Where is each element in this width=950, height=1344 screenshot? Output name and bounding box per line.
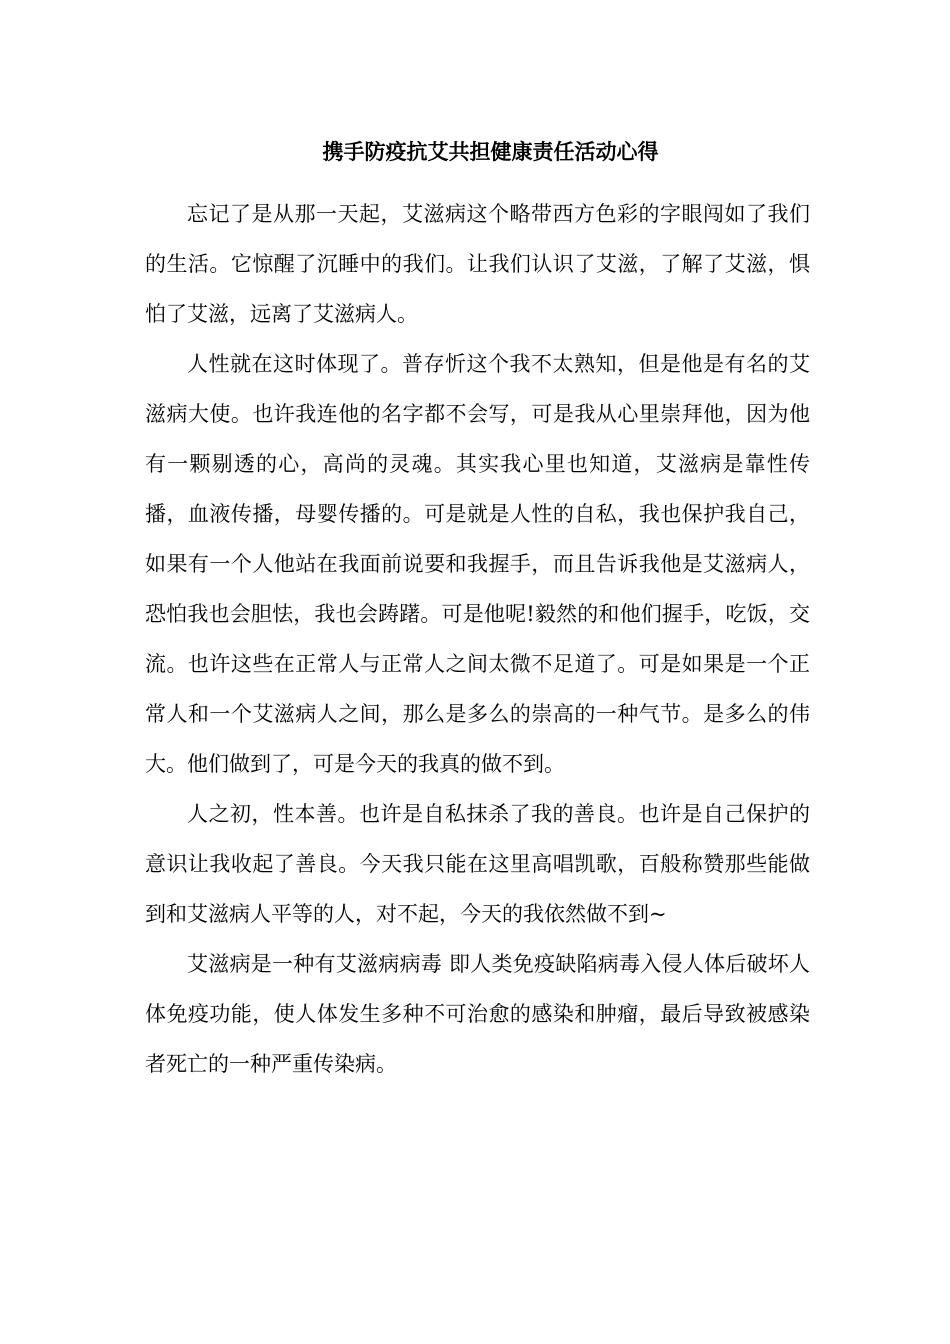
paragraph-1: 忘记了是从那一天起，艾滋病这个略带西方色彩的字眼闯如了我们的生活。它惊醒了沉睡中的我们。让我们认识了艾滋，了解了艾滋，惧怕了艾滋，远离了艾滋病人。: [145, 202, 810, 326]
paragraph-4: 艾滋病是一种有艾滋病病毒 即人类免疫缺陷病毒入侵人体后破坏人体免疫功能，使人体发生多种不可治愈的感染和肿瘤，最后导致被感染者死亡的一种严重传染病。: [145, 952, 810, 1076]
paragraph-3: 人之初，性本善。也许是自私抹杀了我的善良。也许是自己保护的意识让我收起了善良。今天我只能在这里高唱凯歌，百般称赞那些能做到和艾滋病人平等的人，对不起，今天的我依然做不到~: [145, 802, 810, 926]
document-title: 携手防疫抗艾共担健康责任活动心得: [322, 139, 659, 164]
paragraph-2: 人性就在这时体现了。普存忻这个我不太熟知，但是他是有名的艾滋病大使。也许我连他的名字都不会写，可是我从心里崇拜他，因为他有一颗剔透的心，高尚的灵魂。其实我心里也知道，艾滋病是靠性传播，血液传播，母婴传播的。可是就是人性的自私，我也保护我自己，如果有一个人他站在我面前说要和我握手，而且告诉我他是艾滋病人，恐怕我也会胆怯，我也会踌躇。可是他呢!毅然的和他们握手，吃饭，交流。也许这些在正常人与正常人之间太微不足道了。可是如果是一个正常人和一个艾滋病人之间，那么是多么的崇高的一种气节。是多么的伟大。他们做到了，可是今天的我真的做不到。: [145, 352, 810, 776]
document-body: [145, 132, 810, 1089]
